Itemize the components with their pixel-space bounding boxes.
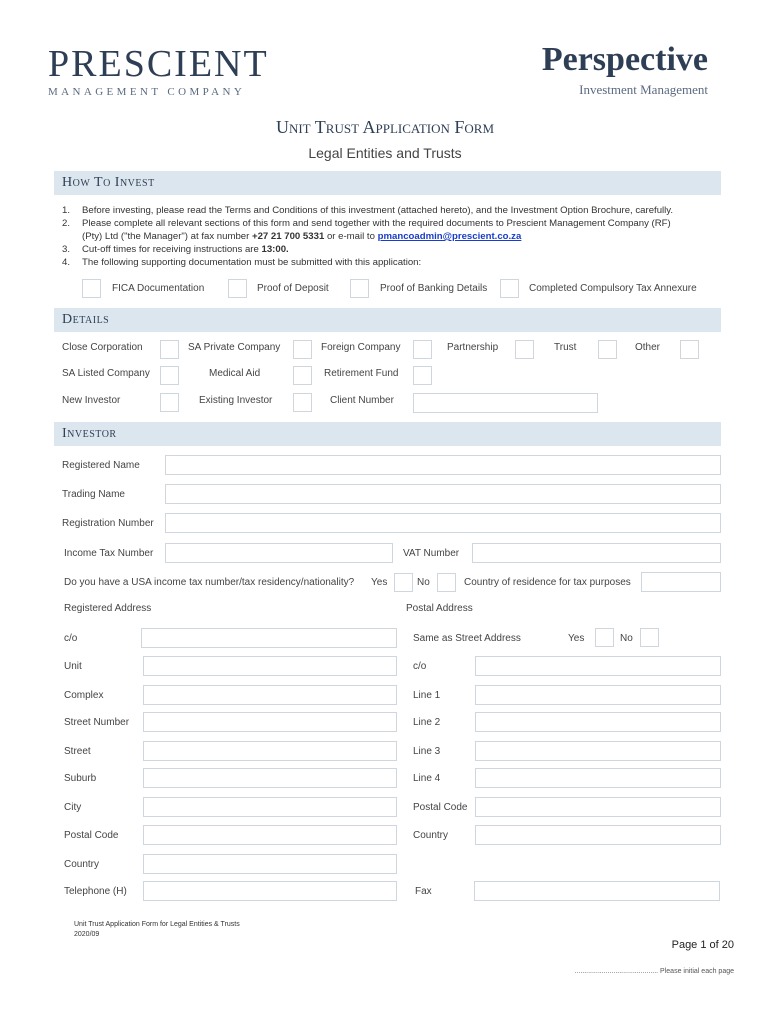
- postal-line2-label: Line 2: [413, 717, 441, 728]
- existing-investor-checkbox[interactable]: [293, 393, 312, 412]
- usa-no-label: No: [417, 577, 430, 588]
- same-as-street-no-checkbox[interactable]: [640, 628, 659, 647]
- retirement-fund-label: Retirement Fund: [324, 368, 399, 379]
- trust-label: Trust: [554, 342, 577, 353]
- instruction-number: 3.: [62, 244, 71, 255]
- instruction-2: [62, 217, 722, 230]
- postal-line1-label: Line 1: [413, 690, 441, 701]
- usa-question-label: Do you have a USA income tax number/tax residency/nationality?: [64, 577, 355, 588]
- reg-country-label: Country: [64, 859, 100, 870]
- telephone-field[interactable]: [143, 881, 397, 901]
- country-residence-label: Country of residence for tax purposes: [464, 577, 631, 588]
- section-how-to-invest-heading: How To Invest: [62, 175, 155, 190]
- telephone-label: Telephone (H): [64, 886, 127, 897]
- client-number-label: Client Number: [330, 395, 394, 406]
- registration-number-field[interactable]: [165, 513, 721, 533]
- fica-documentation-label: FICA Documentation: [112, 283, 205, 294]
- same-as-street-yes-checkbox[interactable]: [595, 628, 614, 647]
- country-residence-field[interactable]: [641, 572, 721, 592]
- partnership-checkbox[interactable]: [515, 340, 534, 359]
- cutoff-time: 13:00.: [261, 244, 289, 255]
- reg-suburb-field[interactable]: [143, 768, 397, 788]
- reg-city-label: City: [64, 802, 82, 813]
- registered-address-label: Registered Address: [64, 603, 152, 614]
- trading-name-label: Trading Name: [62, 489, 125, 500]
- section-details: [54, 308, 721, 332]
- instruction-4: [62, 256, 722, 269]
- proof-of-deposit-label: Proof of Deposit: [257, 283, 329, 294]
- footer-form-name: Unit Trust Application Form for Legal Entities & Trusts: [74, 921, 240, 928]
- instruction-number: 2.: [62, 218, 71, 229]
- same-as-street-no-label: No: [620, 633, 633, 644]
- instruction-number: 1.: [62, 205, 71, 216]
- postal-country-label: Country: [413, 830, 449, 841]
- instruction-text: The following supporting documentation must be submitted with this application:: [82, 257, 422, 268]
- reg-complex-field[interactable]: [143, 685, 397, 705]
- form-subtitle: Legal Entities and Trusts: [308, 145, 462, 161]
- vat-number-label: VAT Number: [403, 548, 460, 559]
- prescient-logo: [48, 44, 269, 98]
- other-checkbox[interactable]: [680, 340, 699, 359]
- postal-country-field[interactable]: [475, 825, 721, 845]
- same-as-street-yes-label: Yes: [568, 633, 585, 644]
- existing-investor-label: Existing Investor: [199, 395, 273, 406]
- form-title-text: Unit Trust Application Form: [275, 117, 495, 137]
- reg-complex-label: Complex: [64, 690, 104, 701]
- registered-name-label: Registered Name: [62, 460, 140, 471]
- trading-name-field[interactable]: [165, 484, 721, 504]
- instruction-text: Cut-off times for receiving instructions are: [82, 244, 262, 255]
- email-link[interactable]: pmancoadmin@prescient.co.za: [377, 231, 522, 242]
- reg-postal-code-label: Postal Code: [64, 830, 119, 841]
- partnership-label: Partnership: [447, 342, 499, 353]
- proof-of-banking-checkbox[interactable]: [350, 279, 369, 298]
- usa-yes-label: Yes: [371, 577, 388, 588]
- instruction-text: Please complete all relevant sections of this form and send together with the required documents to Prescient Management Company (RF): [82, 218, 671, 229]
- reg-postal-code-field[interactable]: [143, 825, 397, 845]
- postal-co-label: c/o: [413, 661, 427, 672]
- reg-suburb-label: Suburb: [64, 773, 97, 784]
- perspective-logo-subtext: Investment Management: [579, 82, 708, 97]
- other-label: Other: [635, 342, 661, 353]
- fax-number: +27 21 700 5331: [251, 231, 325, 242]
- trust-checkbox[interactable]: [598, 340, 617, 359]
- instruction-text: Before investing, please read the Terms and Conditions of this investment (attached hereto), and the Investment Option Brochure, carefully.: [82, 205, 674, 216]
- proof-of-banking-label: Proof of Banking Details: [380, 283, 488, 294]
- same-as-street-label: Same as Street Address: [413, 633, 521, 644]
- new-investor-label: New Investor: [62, 395, 121, 406]
- close-corporation-label: Close Corporation: [62, 342, 143, 353]
- instruction-3: [62, 243, 722, 256]
- section-how-to-invest: [54, 171, 721, 195]
- income-tax-number-field[interactable]: [165, 543, 393, 563]
- postal-code-field[interactable]: [475, 797, 721, 817]
- tax-annexure-checkbox[interactable]: [500, 279, 519, 298]
- reg-street-field[interactable]: [143, 741, 397, 761]
- instruction-1: [62, 204, 722, 217]
- reg-co-field[interactable]: [141, 628, 397, 648]
- form-title: [0, 117, 770, 138]
- reg-unit-label: Unit: [64, 661, 82, 672]
- registered-name-field[interactable]: [165, 455, 721, 475]
- usa-no-checkbox[interactable]: [437, 573, 456, 592]
- instruction-text: or e-mail to: [324, 231, 378, 242]
- postal-line4-field[interactable]: [475, 768, 721, 788]
- postal-line1-field[interactable]: [475, 685, 721, 705]
- instruction-number: 4.: [62, 257, 71, 268]
- prescient-logo-text: PRESCIENT: [48, 43, 269, 85]
- postal-address-label: Postal Address: [406, 603, 473, 614]
- reg-unit-field[interactable]: [143, 656, 397, 676]
- instruction-2-cont: [62, 230, 722, 243]
- perspective-logo-text: Perspective: [541, 41, 708, 78]
- initial-each-page: ........................................... Please initial each page: [574, 968, 734, 975]
- medical-aid-checkbox[interactable]: [293, 366, 312, 385]
- registration-number-label: Registration Number: [62, 518, 154, 529]
- sa-listed-company-label: SA Listed Company: [62, 368, 150, 379]
- postal-line2-field[interactable]: [475, 712, 721, 732]
- reg-street-label: Street: [64, 746, 91, 757]
- reg-street-number-label: Street Number: [64, 717, 130, 728]
- client-number-field[interactable]: [413, 393, 598, 413]
- foreign-company-label: Foreign Company: [321, 342, 401, 353]
- fax-label: Fax: [415, 886, 432, 897]
- reg-street-number-field[interactable]: [143, 712, 397, 732]
- sa-private-company-label: SA Private Company: [188, 342, 281, 353]
- footer-date: 2020/09: [74, 931, 100, 938]
- section-details-heading: Details: [62, 312, 110, 327]
- income-tax-number-label: Income Tax Number: [64, 548, 154, 559]
- perspective-logo: [542, 42, 708, 98]
- reg-country-field[interactable]: [143, 854, 397, 874]
- reg-city-field[interactable]: [143, 797, 397, 817]
- retirement-fund-checkbox[interactable]: [413, 366, 432, 385]
- section-investor-heading: Investor: [62, 426, 117, 441]
- fax-field[interactable]: [474, 881, 720, 901]
- instruction-text: (Pty) Ltd ("the Manager") at fax number: [82, 231, 252, 242]
- postal-line3-field[interactable]: [475, 741, 721, 761]
- close-corporation-checkbox[interactable]: [160, 340, 179, 359]
- postal-code-label: Postal Code: [413, 802, 468, 813]
- sa-private-company-checkbox[interactable]: [293, 340, 312, 359]
- prescient-logo-subtext: MANAGEMENT COMPANY: [48, 86, 246, 98]
- page-number: Page 1 of 20: [671, 939, 734, 951]
- postal-line3-label: Line 3: [413, 746, 441, 757]
- foreign-company-checkbox[interactable]: [413, 340, 432, 359]
- reg-co-label: c/o: [64, 633, 78, 644]
- new-investor-checkbox[interactable]: [160, 393, 179, 412]
- fica-documentation-checkbox[interactable]: [82, 279, 101, 298]
- section-investor: [54, 422, 721, 446]
- proof-of-deposit-checkbox[interactable]: [228, 279, 247, 298]
- vat-number-field[interactable]: [472, 543, 721, 563]
- postal-line4-label: Line 4: [413, 773, 441, 784]
- usa-yes-checkbox[interactable]: [394, 573, 413, 592]
- tax-annexure-label: Completed Compulsory Tax Annexure: [529, 283, 697, 294]
- sa-listed-company-checkbox[interactable]: [160, 366, 179, 385]
- postal-co-field[interactable]: [475, 656, 721, 676]
- medical-aid-label: Medical Aid: [209, 368, 261, 379]
